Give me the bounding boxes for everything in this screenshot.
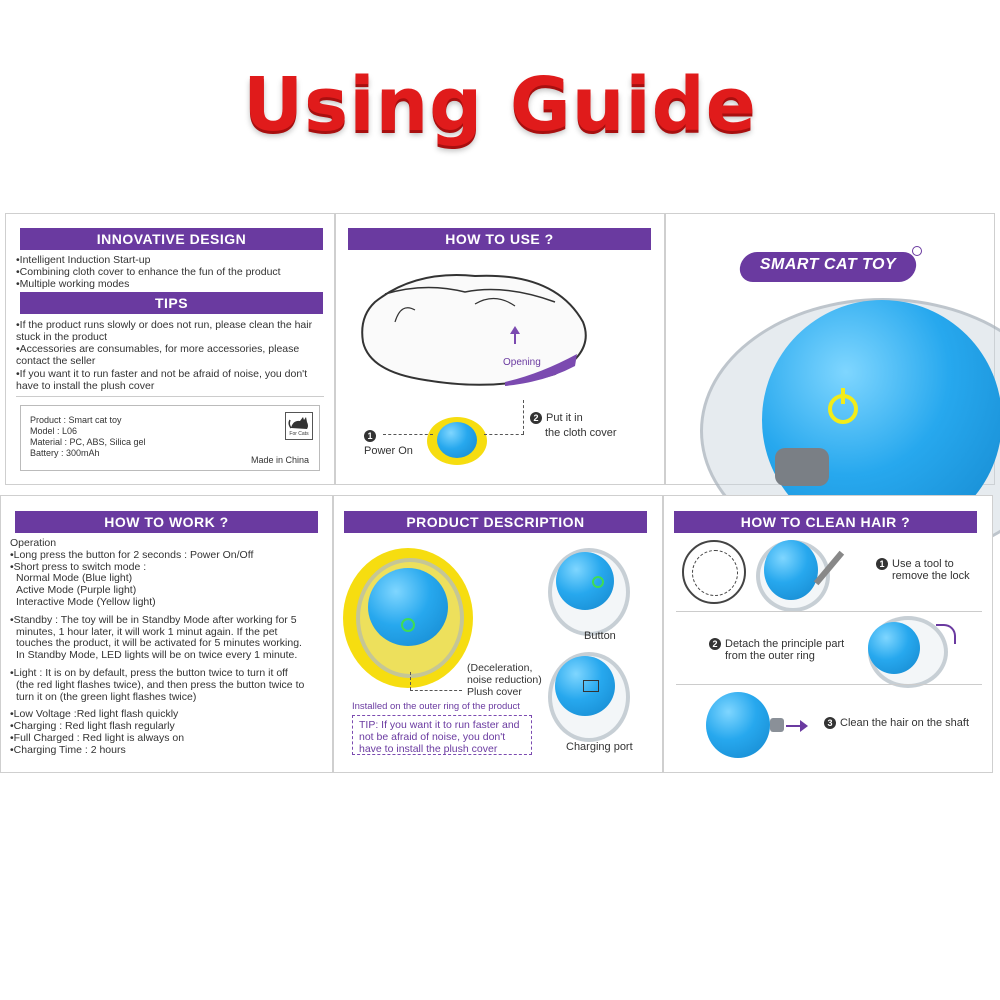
product-description-heading: PRODUCT DESCRIPTION (344, 511, 647, 533)
step1-power-on (364, 430, 380, 443)
shaft-icon (770, 718, 784, 732)
innovative-line-1: •Intelligent Induction Start-up (16, 254, 151, 266)
how-to-work-line: Normal Mode (Blue light) (16, 572, 133, 585)
how-to-work-line: •Long press the button for 2 seconds : Power On/Off (10, 548, 254, 561)
how-to-work-line: Active Mode (Purple light) (16, 584, 137, 597)
step2-put (530, 412, 583, 425)
how-to-use-heading: HOW TO USE ? (348, 228, 651, 250)
charging-label: Charging port (566, 741, 633, 753)
clean-step2-label-2: from the outer ring (725, 650, 815, 662)
lock-diagram (682, 540, 746, 604)
ball-shaft (775, 448, 829, 486)
dotted-connector-3 (523, 400, 524, 434)
ball-product (368, 568, 448, 646)
cat-label: For Cats (289, 431, 309, 437)
button-power-icon (592, 576, 604, 588)
step2-number: 2 (530, 412, 542, 424)
how-to-work-line: minutes, 1 hour later, it will work 1 minut again. If the pet (16, 625, 278, 638)
opening-label: Opening (503, 357, 541, 368)
page-title: Using Guide (243, 62, 757, 148)
clean-step1-label-2: remove the lock (892, 570, 970, 582)
tips-line-6: have to install the plush cover (16, 380, 155, 392)
how-to-clean-heading: HOW TO CLEAN HAIR ? (674, 511, 977, 533)
spec-line-2: Model : L06 (30, 426, 78, 436)
dotted-connector-1 (383, 434, 433, 435)
spec-line-1: Product : Smart cat toy (30, 415, 122, 425)
clean-step1-label-1: Use a tool to (892, 558, 954, 570)
clean-step2-label-1: Detach the principle part (725, 638, 845, 650)
brand-degree (912, 246, 922, 256)
tips-line-4: contact the seller (16, 355, 96, 367)
how-to-work-line: touches the product, it will be activated for 5 minutes working. (16, 637, 302, 650)
cloth-cover-illustration (355, 262, 595, 397)
brand-label: SMART CAT TOY (759, 256, 897, 273)
how-to-work-line: •Standby : The toy will be in Standby Mode after working for 5 (10, 613, 297, 626)
clean-step3-label: Clean the hair on the shaft (840, 717, 970, 729)
step1-number: 1 (364, 430, 376, 442)
clean-divider-2 (676, 684, 982, 685)
how-to-work-line: In Standby Mode, LED lights will be on twice every 1 minute. (16, 649, 298, 662)
innovative-heading: INNOVATIVE DESIGN (20, 228, 323, 250)
spec-line-3: Material : PC, ABS, Silica gel (30, 437, 146, 447)
tips-line-1: •If the product runs slowly or does not run, please clean the hair (16, 319, 313, 331)
step1-label: Power On (364, 445, 413, 457)
clean-step2-number: 2 (709, 638, 721, 650)
how-to-work-line: •Light : It is on by default, press the button twice to turn it off (10, 667, 288, 679)
plush-tip: TIP: If you want it to run faster and not be afraid of noise, you don't have to install the plush cover (352, 715, 532, 755)
made-in: Made in China (251, 455, 310, 465)
step2-label-1: Put it in (546, 412, 583, 424)
clean-step1-number: 1 (876, 558, 888, 570)
outer-ring-label: Installed on the outer ring of the product (352, 701, 520, 712)
dotted-connector-2 (484, 434, 524, 435)
tips-heading: TIPS (20, 292, 323, 314)
innovative-line-2: •Combining cloth cover to enhance the fun of the product (16, 266, 281, 278)
ball-button (556, 552, 614, 610)
tips-divider (16, 396, 324, 397)
how-to-work-line: •Low Voltage :Red light flash quickly (10, 708, 179, 721)
how-to-work-heading: HOW TO WORK ? (15, 511, 318, 533)
charging-port-icon (583, 680, 599, 692)
ball-small (437, 422, 477, 458)
plush-label-2: noise reduction) (467, 674, 542, 686)
plush-connector-h (410, 690, 462, 691)
how-to-work-line: Interactive Mode (Yellow light) (16, 596, 156, 608)
clean-ball-2 (868, 622, 920, 674)
product-power-icon (401, 618, 415, 632)
clean-ball-1 (764, 540, 818, 600)
tips-line-2: stuck in the product (16, 331, 108, 343)
how-to-work-line: •Full Charged : Red light is always on (10, 732, 185, 744)
shaft-arrow-head-icon (800, 720, 808, 732)
innovative-line-3: •Multiple working modes (16, 278, 130, 290)
how-to-work-line: •Charging : Red light flash regularly (10, 720, 175, 733)
cat-icon (285, 412, 313, 440)
button-label: Button (584, 630, 616, 642)
how-to-work-line: •Charging Time : 2 hours (10, 743, 126, 756)
how-to-work-line: (the red light flashes twice), and then press the button twice to (16, 678, 305, 691)
clean-step3-number: 3 (824, 717, 836, 729)
spec-line-4: Battery : 300mAh (30, 448, 100, 458)
power-button-stem (841, 388, 845, 404)
step2-label-2: the cloth cover (545, 427, 617, 439)
how-to-work-line: •Short press to switch mode : (10, 560, 147, 573)
clean-step3 (824, 717, 969, 730)
clean-divider-1 (676, 611, 982, 612)
tips-line-3: •Accessories are consumables, for more accessories, please (16, 343, 300, 355)
clean-ball-3 (706, 692, 770, 758)
tips-line-5: •If you want it to run faster and not be afraid of noise, you don't (16, 368, 308, 380)
how-to-work-line: turn it on (the green light flashes twice) (16, 690, 197, 703)
plush-label-3: Plush cover (467, 686, 522, 698)
how-to-work-line: Operation (10, 537, 57, 549)
plush-connector (410, 672, 411, 690)
plush-label-1: (Deceleration, (467, 662, 533, 674)
